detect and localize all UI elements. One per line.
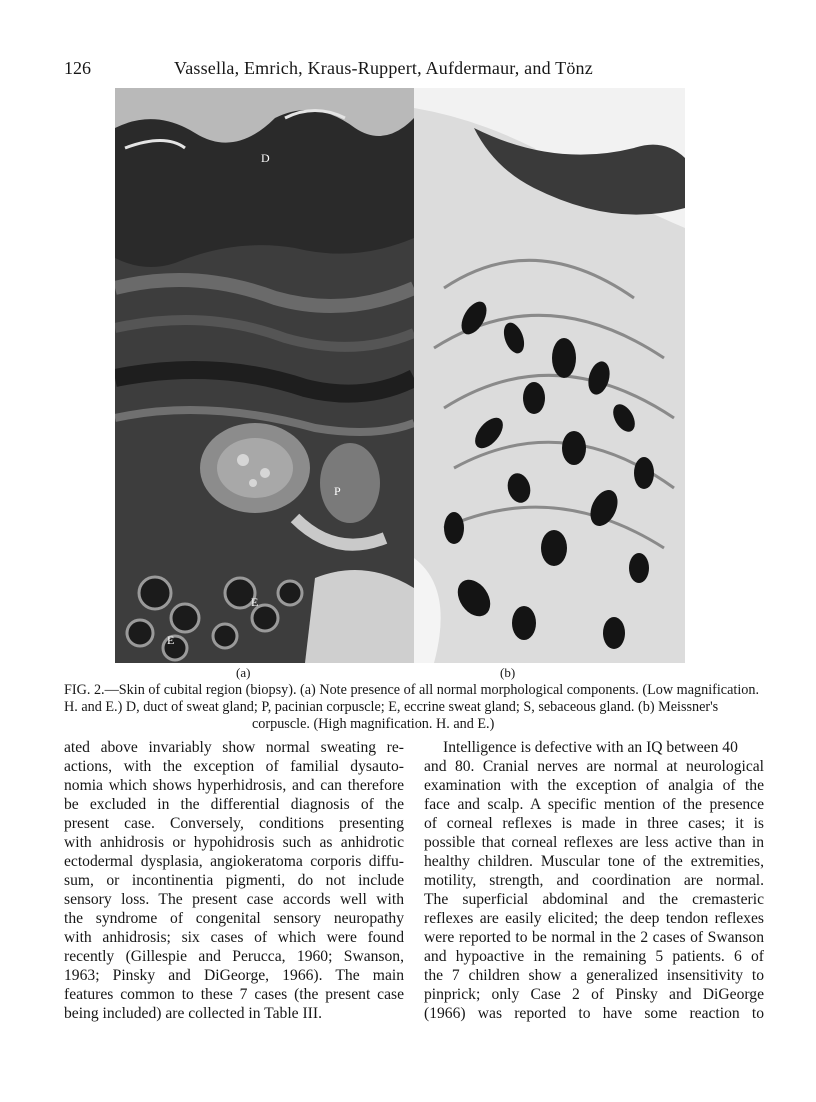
- text-line: with anhidrosis; six cases of which were found: [64, 929, 404, 946]
- text-line: actions, with the exception of familial dysauto-: [64, 758, 404, 775]
- text-line: pinprick; only Case 2 of Pinsky and DiGeorge: [424, 986, 764, 1003]
- text-line: features common to these 7 cases (the present case: [64, 986, 404, 1003]
- text-line: The superficial abdominal and the cremasteric: [424, 891, 764, 908]
- text-line: sum, or incontinentia pigmenti, do not include: [64, 872, 404, 889]
- caption-line: corpuscle. (High magnification. H. and E.): [252, 716, 495, 732]
- text-line: be excluded in the differential diagnosis of the: [64, 796, 404, 813]
- text-line: ated above invariably show normal sweating re-: [64, 739, 404, 756]
- text-line: motility, strength, and coordination are normal.: [424, 872, 764, 889]
- micrograph-panel-b: [414, 88, 685, 663]
- page-number: 126: [64, 58, 91, 78]
- marker-eccrine-2: E: [167, 633, 175, 647]
- figure-2-micrographs: [115, 88, 685, 663]
- running-header: [64, 58, 764, 88]
- text-line: (1966) was reported to have some reaction to: [424, 1005, 764, 1022]
- text-line: with anhidrosis or hypohidrosis such as anhidrotic: [64, 834, 404, 851]
- caption-line: FIG. 2.—Skin of cubital region (biopsy). (a) Note presence of all normal morphological components. (Low magnification.: [64, 682, 760, 698]
- text-line: ectodermal dysplasia, angiokeratoma corporis diffu-: [64, 853, 404, 870]
- text-line: 1963; Pinsky and DiGeorge, 1966). The main: [64, 967, 404, 984]
- text-line: the 7 children show a generalized insensitivity to: [424, 967, 764, 984]
- text-line: reflexes are easily elicited; the deep tendon reflexes: [424, 910, 764, 927]
- text-line: and hypoactive in the remaining 5 patients. 6 of: [424, 948, 764, 965]
- body-column-left: [64, 738, 404, 1023]
- text-line: and 80. Cranial nerves are normal at neurological: [424, 758, 764, 775]
- text-line: of corneal reflexes is made in three cases; it is: [424, 815, 764, 832]
- marker-duct: D: [261, 151, 270, 165]
- text-line: possible that corneal reflexes are less active than in: [424, 834, 764, 851]
- text-line: sensory loss. The present case accords well with: [64, 891, 404, 908]
- text-line: were reported to be normal in the 2 cases of Swanson: [424, 929, 764, 946]
- panel-a-label: (a): [236, 665, 251, 680]
- text-line: being included) are collected in Table III.: [64, 1005, 322, 1022]
- body-column-right: [424, 738, 764, 1023]
- marker-eccrine-1: E: [251, 595, 259, 609]
- text-line: healthy children. Muscular tone of the extremities,: [424, 853, 764, 870]
- panel-b-label: (b): [500, 665, 516, 680]
- marker-pacinian: P: [334, 484, 341, 498]
- text-line: recently (Gillespie and Perucca, 1960; Swanson,: [64, 948, 404, 965]
- text-line: present case. Conversely, conditions presenting: [64, 815, 404, 832]
- text-line: nomia which shows hyperhidrosis, and can therefore: [64, 777, 404, 794]
- figure-caption: [64, 682, 764, 733]
- running-head-authors: Vassella, Emrich, Kraus-Ruppert, Aufdermaur, and Tönz: [174, 58, 593, 78]
- panel-b-image: [414, 88, 685, 663]
- micrograph-panel-a: [115, 88, 414, 663]
- text-line: the syndrome of congenital sensory neuropathy: [64, 910, 404, 927]
- panel-a-image: [115, 88, 414, 663]
- caption-line: H. and E.) D, duct of sweat gland; P, pacinian corpuscle; E, eccrine sweat gland; S, sebaceous gland. (b) Meissner's: [64, 699, 719, 715]
- text-line: face and scalp. A specific mention of the presence: [424, 796, 764, 813]
- text-line: Intelligence is defective with an IQ between 40: [443, 739, 738, 756]
- text-line: examination with the exception of analgia of the: [424, 777, 764, 794]
